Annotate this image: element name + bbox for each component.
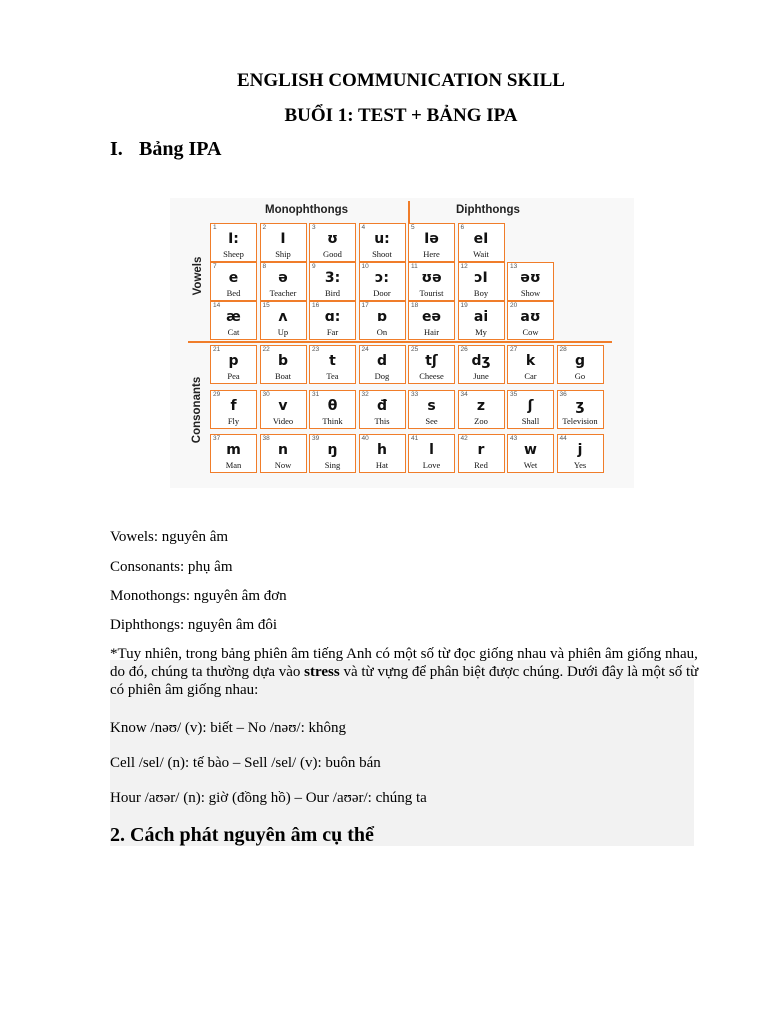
- section-title: Bảng IPA: [139, 138, 222, 160]
- ipa-cell-number: 40: [361, 435, 369, 442]
- ipa-cell: [458, 223, 505, 262]
- definition-vowels: Vowels: nguyên âm: [110, 529, 229, 545]
- ipa-cell-number: 27: [510, 346, 518, 353]
- ipa-example-word: Bird: [324, 288, 341, 298]
- ipa-symbol: ə: [278, 270, 288, 286]
- ipa-cell: [359, 434, 406, 473]
- ipa-cell-number: 3: [312, 224, 316, 231]
- ipa-symbol: əʊ: [520, 270, 541, 286]
- ipa-symbol: h: [377, 442, 387, 458]
- section-number: I.: [110, 138, 123, 160]
- ipa-example-word: Wait: [473, 249, 489, 259]
- ipa-cell: [309, 390, 356, 429]
- ipa-example-word: Teacher: [269, 288, 297, 298]
- ipa-cell: [359, 262, 406, 301]
- ipa-example-word: Cheese: [419, 371, 444, 381]
- ipa-cell: [260, 345, 307, 384]
- ipa-example-word: Shoot: [372, 249, 392, 259]
- ipa-cell-number: 38: [262, 435, 270, 442]
- ipa-symbol: 3:: [324, 270, 341, 286]
- ipa-cell-number: 15: [262, 302, 270, 309]
- ipa-example-word: Boat: [274, 371, 292, 381]
- ipa-cell-number: 13: [510, 263, 518, 270]
- document-subtitle: BUỔI 1: TEST + BẢNG IPA: [284, 105, 518, 126]
- ipa-symbol: z: [476, 398, 486, 414]
- note-bold-word: stress: [304, 664, 340, 680]
- ipa-cell-number: 36: [559, 391, 567, 398]
- ipa-example-word: Go: [574, 371, 586, 381]
- ipa-cell: [309, 434, 356, 473]
- ipa-symbol: w: [524, 442, 537, 458]
- note-text-end: và từ vựng để phân biệt được chúng. Dưới đây là một số từ có phiên âm giống nhau:: [110, 664, 699, 698]
- ipa-cell: [557, 390, 604, 429]
- ipa-example-word: Sheep: [223, 249, 244, 259]
- ipa-symbol: ʒ: [575, 398, 585, 414]
- definition-consonants: Consonants: phụ âm: [110, 559, 233, 575]
- ipa-cell-number: 24: [361, 346, 369, 353]
- ipa-example-word: Hat: [375, 460, 389, 470]
- ipa-cell-number: 44: [559, 435, 567, 442]
- ipa-symbol: ʊ: [327, 231, 338, 247]
- ipa-cell-number: 25: [411, 346, 419, 353]
- ipa-cell: [260, 434, 307, 473]
- ipa-symbol: s: [427, 398, 436, 414]
- ipa-example-word: Hair: [423, 327, 440, 337]
- ipa-cell-number: 22: [262, 346, 270, 353]
- ipa-example-word: Red: [474, 460, 488, 470]
- ipa-cell-number: 12: [460, 263, 468, 270]
- ipa-symbol: b: [277, 353, 289, 369]
- ipa-cell: [210, 301, 257, 340]
- ipa-symbol: p: [228, 353, 239, 369]
- ipa-example-word: Now: [274, 460, 292, 470]
- ipa-symbol: r: [477, 442, 485, 458]
- ipa-cell: [359, 345, 406, 384]
- ipa-cell-number: 43: [510, 435, 518, 442]
- ipa-symbol: Iə: [424, 231, 439, 247]
- section-heading-vowel-pronunciation: 2. Cách phát nguyên âm cụ thể: [110, 824, 374, 846]
- ipa-cell: [408, 345, 455, 384]
- ipa-symbol: m: [226, 442, 241, 458]
- ipa-symbol: ʊə: [421, 270, 442, 286]
- label-vowels: Vowels: [192, 256, 204, 296]
- ipa-cell-number: 30: [262, 391, 270, 398]
- ipa-cell-number: 23: [312, 346, 320, 353]
- ipa-example-word: Show: [520, 288, 541, 298]
- ipa-symbol: e: [228, 270, 239, 286]
- ipa-cell: [408, 434, 455, 473]
- ipa-example-word: Dog: [374, 371, 390, 381]
- ipa-cell-number: 41: [411, 435, 419, 442]
- ipa-cell: [309, 345, 356, 384]
- ipa-cell-number: 31: [312, 391, 320, 398]
- ipa-cell: [210, 345, 257, 384]
- ipa-cell-number: 39: [312, 435, 320, 442]
- ipa-symbol: ʃ: [527, 398, 534, 414]
- ipa-cell: [408, 390, 455, 429]
- ipa-cell: [458, 390, 505, 429]
- ipa-symbol: f: [230, 398, 237, 414]
- ipa-example-word: This: [374, 416, 390, 426]
- document-title: ENGLISH COMMUNICATION SKILL: [237, 70, 565, 91]
- ipa-cell: [408, 301, 455, 340]
- ipa-example-word: Man: [225, 460, 242, 470]
- ipa-cell-number: 21: [213, 346, 221, 353]
- ipa-cell: [309, 262, 356, 301]
- ipa-cell-number: 35: [510, 391, 518, 398]
- ipa-cell-number: 11: [411, 263, 418, 270]
- ipa-example-word: Here: [423, 249, 440, 259]
- ipa-cell: [507, 301, 554, 340]
- ipa-symbol: t: [329, 353, 336, 369]
- ipa-cell: [260, 262, 307, 301]
- ipa-cell-number: 32: [361, 391, 369, 398]
- ipa-example-word: My: [475, 327, 487, 337]
- ipa-symbol: æ: [226, 309, 241, 325]
- ipa-cell-number: 42: [460, 435, 468, 442]
- ipa-symbol: tʃ: [425, 353, 438, 369]
- ipa-cell-number: 5: [411, 224, 415, 231]
- header-divider: [408, 201, 410, 223]
- ipa-example-word: June: [473, 371, 489, 381]
- ipa-cell: [210, 262, 257, 301]
- definition-monophthongs: Monothongs: nguyên âm đơn: [110, 588, 287, 604]
- ipa-symbol: j: [577, 442, 583, 458]
- ipa-example-word: Tea: [326, 371, 339, 381]
- ipa-cell: [507, 390, 554, 429]
- ipa-symbol: eI: [473, 231, 489, 247]
- ipa-example-word: Yes: [573, 460, 587, 470]
- ipa-cell-number: 16: [312, 302, 320, 309]
- ipa-cell-number: 26: [460, 346, 468, 353]
- ipa-symbol: dʒ: [471, 353, 491, 369]
- ipa-symbol: v: [278, 398, 288, 414]
- definition-diphthongs: Diphthongs: nguyên âm đôi: [110, 617, 278, 633]
- ipa-symbol: I:: [228, 231, 239, 247]
- ipa-symbol: l: [429, 442, 434, 458]
- ipa-cell: [557, 345, 604, 384]
- ipa-symbol: θ: [327, 398, 338, 414]
- ipa-example-word: See: [425, 416, 438, 426]
- ipa-cell: [210, 223, 257, 262]
- ipa-cell: [458, 301, 505, 340]
- ipa-cell-number: 17: [361, 302, 369, 309]
- ipa-example-word: Car: [524, 371, 537, 381]
- vowel-consonant-divider: [188, 341, 612, 343]
- ipa-example-word: Far: [326, 327, 339, 337]
- ipa-example-word: Door: [373, 288, 391, 298]
- ipa-cell: [408, 262, 455, 301]
- ipa-cell-number: 1: [213, 224, 217, 231]
- note-text-start: *Tuy nhiên, trong bảng phiên âm tiếng Anh có một số từ đọc giống nhau và phiên âm giống nhau, do đó, chúng ta thường dựa vào: [110, 646, 698, 680]
- note-paragraph: [110, 645, 710, 699]
- ipa-example-word: Video: [272, 416, 294, 426]
- ipa-cell-number: 10: [361, 263, 369, 270]
- ipa-cell-number: 18: [411, 302, 419, 309]
- ipa-symbol: g: [574, 353, 586, 369]
- ipa-cell-number: 29: [213, 391, 221, 398]
- ipa-cell-number: 20: [510, 302, 518, 309]
- ipa-cell: [309, 223, 356, 262]
- ipa-cell-number: 8: [262, 263, 267, 270]
- ipa-cell-number: 2: [262, 224, 267, 231]
- ipa-cell: [408, 223, 455, 262]
- ipa-cell: [359, 301, 406, 340]
- ipa-example-word: Sing: [324, 460, 341, 470]
- ipa-example-word: Love: [422, 460, 441, 470]
- ipa-symbol: ɔI: [474, 270, 488, 286]
- ipa-example-word: Cow: [522, 327, 539, 337]
- ipa-example-word: Up: [277, 327, 289, 337]
- ipa-symbol: ɒ: [376, 309, 388, 325]
- ipa-example-word: Fly: [227, 416, 240, 426]
- ipa-example-word: On: [376, 327, 388, 337]
- ipa-example-word: Tourist: [419, 288, 444, 298]
- ipa-cell-number: 19: [460, 302, 468, 309]
- ipa-cell: [309, 301, 356, 340]
- ipa-cell: [359, 223, 406, 262]
- header-diphthongs: Diphthongs: [456, 204, 520, 216]
- example-know-no: Know /nəʊ/ (v): biết – No /nəʊ/: không: [110, 720, 347, 736]
- ipa-symbol: I: [280, 231, 286, 247]
- ipa-cell-number: 9: [312, 263, 316, 270]
- ipa-cell-number: 6: [460, 224, 465, 231]
- ipa-cell-number: 28: [559, 346, 567, 353]
- ipa-symbol: aʊ: [520, 309, 541, 325]
- ipa-cell-number: 7: [213, 263, 217, 270]
- ipa-symbol: ɔ:: [375, 270, 389, 286]
- ipa-cell: [458, 262, 505, 301]
- ipa-chart: [170, 198, 634, 488]
- ipa-cell: [260, 301, 307, 340]
- ipa-example-word: Bed: [226, 288, 241, 298]
- ipa-symbol: eə: [422, 309, 441, 325]
- ipa-example-word: Shall: [521, 416, 540, 426]
- ipa-example-word: Television: [562, 416, 598, 426]
- ipa-symbol: u:: [374, 231, 390, 247]
- ipa-cell: [359, 390, 406, 429]
- ipa-example-word: Boy: [473, 288, 489, 298]
- ipa-symbol: đ: [376, 398, 388, 414]
- ipa-cell: [210, 434, 257, 473]
- ipa-cell: [260, 223, 307, 262]
- ipa-example-word: Zoo: [474, 416, 488, 426]
- ipa-example-word: Ship: [275, 249, 291, 259]
- ipa-cell: [458, 434, 505, 473]
- ipa-cell: [260, 390, 307, 429]
- ipa-example-word: Think: [322, 416, 343, 426]
- ipa-cell: [507, 434, 554, 473]
- ipa-example-word: Good: [323, 249, 342, 259]
- ipa-symbol: d: [376, 353, 388, 369]
- ipa-symbol: ʌ: [278, 309, 288, 325]
- ipa-example-word: Wet: [523, 460, 538, 470]
- ipa-cell-number: 14: [213, 302, 221, 309]
- ipa-cell-number: 37: [213, 435, 221, 442]
- ipa-cell: [507, 345, 554, 384]
- ipa-cell: [507, 262, 554, 301]
- ipa-cell: [557, 434, 604, 473]
- example-hour-our: Hour /aʊər/ (n): giờ (đồng hồ) – Our /aʊər/: chúng ta: [110, 790, 427, 806]
- label-consonants: Consonants: [191, 376, 203, 444]
- ipa-cell: [210, 390, 257, 429]
- ipa-symbol: ɑ:: [324, 309, 341, 325]
- ipa-example-word: Pea: [227, 371, 240, 381]
- ipa-cell: [458, 345, 505, 384]
- ipa-cell-number: 4: [361, 224, 366, 231]
- ipa-symbol: n: [278, 442, 288, 458]
- ipa-symbol: ŋ: [327, 442, 338, 458]
- example-cell-sell: Cell /sel/ (n): tế bào – Sell /sel/ (v): buôn bán: [110, 755, 381, 771]
- header-monophthongs: Monophthongs: [265, 204, 349, 216]
- ipa-example-word: Cat: [227, 327, 240, 337]
- ipa-cell-number: 33: [411, 391, 419, 398]
- ipa-symbol: ai: [473, 309, 489, 325]
- section-heading-ipa: [110, 138, 221, 161]
- ipa-symbol: k: [525, 353, 536, 369]
- ipa-cell-number: 34: [460, 391, 468, 398]
